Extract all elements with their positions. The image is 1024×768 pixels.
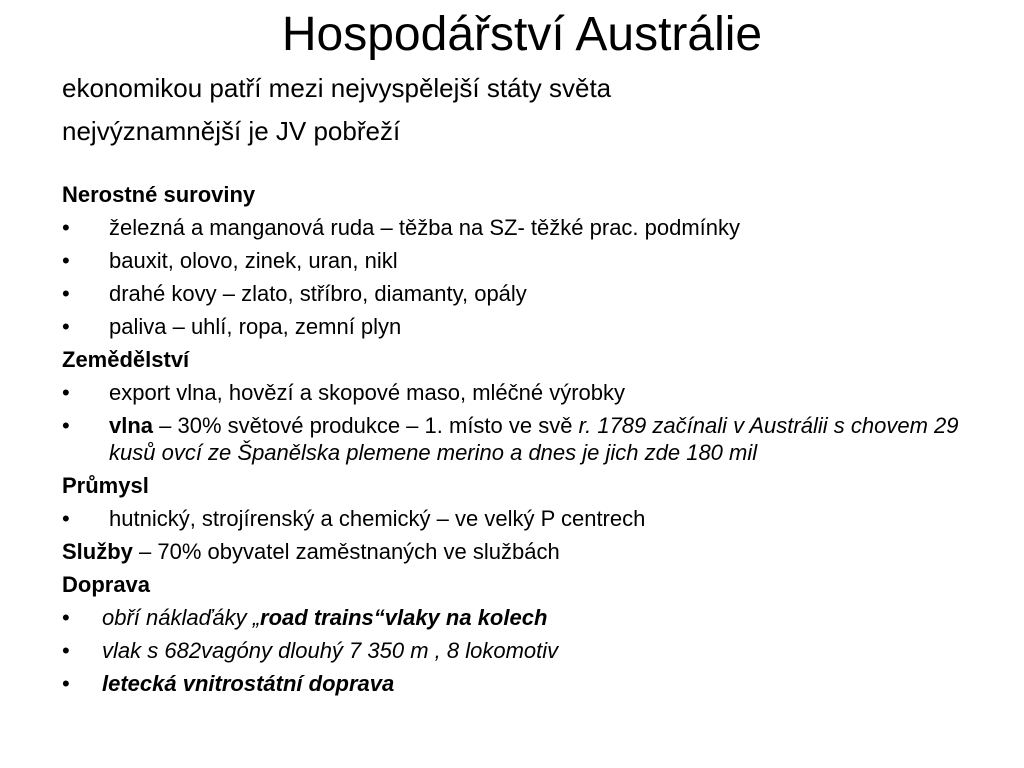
list-item-text: drahé kovy – zlato, stříbro, diamanty, opály — [109, 281, 527, 306]
list-item — [62, 601, 962, 634]
list-item-text: hutnický, strojírenský a chemický – ve velký P centrech — [109, 506, 646, 531]
road-trains-text: road trains“vlaky na kolech — [260, 605, 548, 630]
bullet-icon: • — [62, 605, 70, 630]
list-item-text: export vlna, hovězí a skopové maso, mléčné výrobky — [109, 380, 626, 405]
list-item-text: letecká vnitrostátní doprava — [102, 671, 395, 696]
section-heading-services: Služby — [62, 539, 133, 564]
list-item — [62, 244, 962, 277]
bullet-icon: • — [62, 215, 70, 240]
list-item — [62, 277, 962, 310]
wool-text: – 30% světové produkce – 1. místo ve svě — [153, 413, 573, 438]
list-item — [62, 376, 962, 409]
list-item — [62, 634, 962, 667]
section-heading-industry: Průmysl — [62, 473, 149, 498]
list-item-text: železná a manganová ruda – těžba na SZ- těžké prac. podmínky — [109, 215, 741, 240]
slide-content — [62, 178, 962, 700]
trucks-text: obří náklaďáky „ — [102, 605, 261, 630]
wool-history-text: r. 1789 začínali v Austrálii s chovem 29 kusů ovcí ze Španělska plemene merino a dnes je jich zde 180 mil — [109, 413, 959, 465]
bullet-icon: • — [62, 506, 70, 531]
bullet-icon: • — [62, 413, 70, 438]
bullet-icon: • — [62, 380, 70, 405]
services-line — [62, 535, 962, 568]
section-heading-transport: Doprava — [62, 572, 151, 597]
list-item — [62, 667, 962, 700]
list-item — [62, 502, 962, 535]
list-item — [62, 211, 962, 244]
intro-line-2: nejvýznamnější je JV pobřeží — [62, 116, 401, 146]
list-item-text: paliva – uhlí, ropa, zemní plyn — [109, 314, 402, 339]
bullet-icon: • — [62, 314, 70, 339]
page-title: Hospodářství Austrálie — [281, 8, 763, 61]
list-item — [62, 409, 962, 469]
section-heading-minerals: Nerostné suroviny — [62, 182, 256, 207]
wool-label: vlna — [109, 413, 154, 438]
intro-line-1: ekonomikou patří mezi nejvyspělejší státy světa — [62, 73, 612, 103]
section-heading-agriculture: Zemědělství — [62, 347, 190, 372]
bullet-icon: • — [62, 248, 70, 273]
bullet-icon: • — [62, 281, 70, 306]
services-text: – 70% obyvatel zaměstnaných ve službách — [132, 539, 560, 564]
bullet-icon: • — [62, 638, 70, 663]
bullet-icon: • — [62, 671, 70, 696]
list-item-text: bauxit, olovo, zinek, uran, nikl — [109, 248, 398, 273]
list-item-text: vlak s 682vagóny dlouhý 7 350 m , 8 lokomotiv — [102, 638, 559, 663]
list-item — [62, 310, 962, 343]
